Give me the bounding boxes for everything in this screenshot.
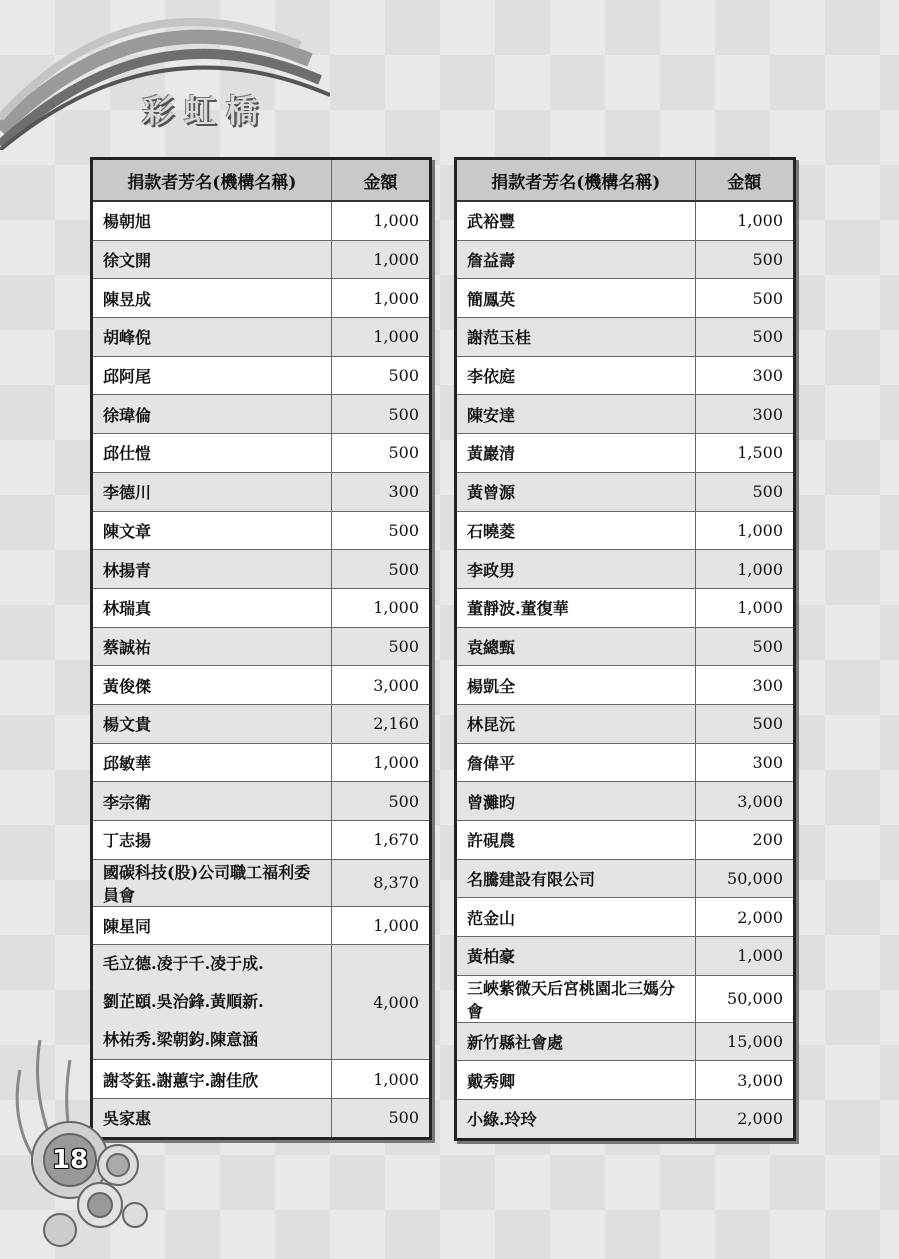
donor-name: 黃俊傑 bbox=[92, 666, 332, 705]
table-row bbox=[456, 627, 795, 666]
donation-amount: 1,000 bbox=[331, 201, 430, 240]
table-row bbox=[92, 666, 431, 705]
donation-amount: 500 bbox=[331, 627, 430, 666]
donor-name: 三峽紫微天后宮桃園北三媽分會 bbox=[456, 975, 696, 1022]
table-row bbox=[456, 975, 795, 1022]
table-row bbox=[456, 434, 795, 473]
table-row bbox=[456, 859, 795, 898]
donation-amount: 1,670 bbox=[331, 821, 430, 860]
donor-name: 楊朝旭 bbox=[92, 201, 332, 240]
table-row bbox=[456, 782, 795, 821]
donation-amount: 300 bbox=[695, 356, 795, 395]
table-row bbox=[456, 201, 795, 240]
donor-group-line: 林祐秀.梁朝鈞.陳意涵 bbox=[103, 1030, 259, 1050]
table-row bbox=[456, 318, 795, 357]
donation-amount: 1,000 bbox=[695, 937, 795, 976]
donation-amount: 500 bbox=[695, 240, 795, 279]
table-row bbox=[456, 472, 795, 511]
donation-amount: 1,000 bbox=[695, 550, 795, 589]
donation-amount: 300 bbox=[695, 743, 795, 782]
donor-name: 黃柏豪 bbox=[456, 937, 696, 976]
donor-name: 邱阿尾 bbox=[92, 356, 332, 395]
donor-name: 李政男 bbox=[456, 550, 696, 589]
table-row bbox=[92, 588, 431, 627]
donation-amount: 3,000 bbox=[695, 1061, 795, 1100]
table-row bbox=[92, 201, 431, 240]
donor-name: 國碳科技(股)公司職工福利委員會 bbox=[92, 859, 332, 906]
donor-name: 楊文貴 bbox=[92, 704, 332, 743]
amount-column-header: 金額 bbox=[331, 159, 430, 202]
donation-amount: 50,000 bbox=[695, 975, 795, 1022]
table-row bbox=[456, 743, 795, 782]
donation-amount: 500 bbox=[331, 550, 430, 589]
amount-column-header: 金額 bbox=[695, 159, 795, 202]
donation-amount: 1,000 bbox=[331, 279, 430, 318]
page-number: 18 bbox=[51, 1145, 89, 1175]
donor-table-right bbox=[454, 157, 796, 1141]
table-row bbox=[456, 240, 795, 279]
donor-name: 新竹縣社會處 bbox=[456, 1022, 696, 1061]
donation-amount: 8,370 bbox=[331, 859, 430, 906]
donor-name: 李德川 bbox=[92, 472, 332, 511]
donation-amount: 500 bbox=[331, 356, 430, 395]
donor-name: 董靜波.董復華 bbox=[456, 588, 696, 627]
donation-amount: 300 bbox=[695, 666, 795, 705]
donor-group-line: 毛立德.凌于千.凌于成. bbox=[103, 954, 264, 974]
donor-name: 李依庭 bbox=[456, 356, 696, 395]
donor-name: 林昆沅 bbox=[456, 704, 696, 743]
donor-name: 石曉菱 bbox=[456, 511, 696, 550]
table-row bbox=[92, 627, 431, 666]
donation-amount: 500 bbox=[695, 704, 795, 743]
donation-amount: 1,000 bbox=[331, 318, 430, 357]
donation-amount: 300 bbox=[331, 472, 430, 511]
donor-name: 李宗衛 bbox=[92, 782, 332, 821]
table-row bbox=[456, 1022, 795, 1061]
donation-amount: 15,000 bbox=[695, 1022, 795, 1061]
right-table-body bbox=[456, 201, 795, 1139]
name-column-header: 捐款者芳名(機構名稱) bbox=[92, 159, 332, 202]
table-row bbox=[92, 318, 431, 357]
donor-name: 吳家惠 bbox=[92, 1099, 332, 1139]
donation-amount: 2,000 bbox=[695, 1100, 795, 1140]
donor-name: 黃曾源 bbox=[456, 472, 696, 511]
donor-name: 陳安達 bbox=[456, 395, 696, 434]
table-row bbox=[92, 395, 431, 434]
table-row bbox=[92, 821, 431, 860]
table-row bbox=[92, 472, 431, 511]
donor-name: 小綠.玲玲 bbox=[456, 1100, 696, 1140]
table-row bbox=[92, 906, 431, 945]
table-row bbox=[456, 588, 795, 627]
donor-name: 詹偉平 bbox=[456, 743, 696, 782]
donation-amount: 500 bbox=[695, 627, 795, 666]
table-row bbox=[456, 1061, 795, 1100]
table-row bbox=[92, 511, 431, 550]
table-row bbox=[456, 279, 795, 318]
donation-amount: 1,000 bbox=[331, 906, 430, 945]
donor-name: 丁志揚 bbox=[92, 821, 332, 860]
donation-amount: 1,000 bbox=[331, 240, 430, 279]
table-row bbox=[92, 743, 431, 782]
donor-name: 邱仕愷 bbox=[92, 434, 332, 473]
name-column-header: 捐款者芳名(機構名稱) bbox=[456, 159, 696, 202]
donation-amount: 200 bbox=[695, 821, 795, 860]
donation-amount: 3,000 bbox=[331, 666, 430, 705]
donor-name: 謝苓鈺.謝蕙宇.謝佳欣 bbox=[92, 1060, 332, 1099]
donor-name: 陳星同 bbox=[92, 906, 332, 945]
donation-amount: 2,160 bbox=[331, 704, 430, 743]
table-row bbox=[456, 395, 795, 434]
donation-amount: 500 bbox=[331, 434, 430, 473]
table-row bbox=[456, 821, 795, 860]
donation-amount: 500 bbox=[331, 395, 430, 434]
donor-name: 袁總甄 bbox=[456, 627, 696, 666]
donation-amount: 1,000 bbox=[331, 588, 430, 627]
table-row bbox=[92, 704, 431, 743]
donor-name: 徐文開 bbox=[92, 240, 332, 279]
donor-name: 詹益壽 bbox=[456, 240, 696, 279]
table-row bbox=[456, 550, 795, 589]
donor-name: 林瑞真 bbox=[92, 588, 332, 627]
donation-amount: 2,000 bbox=[695, 898, 795, 937]
donation-amount: 50,000 bbox=[695, 859, 795, 898]
donation-amount: 1,000 bbox=[695, 588, 795, 627]
table-row bbox=[92, 859, 431, 906]
donor-name: 胡峰倪 bbox=[92, 318, 332, 357]
donation-amount: 1,000 bbox=[695, 201, 795, 240]
donor-name: 黃巖清 bbox=[456, 434, 696, 473]
table-row bbox=[456, 511, 795, 550]
donation-amount: 1,500 bbox=[695, 434, 795, 473]
table-row bbox=[92, 356, 431, 395]
table-header-row bbox=[456, 159, 795, 202]
donation-amount: 500 bbox=[695, 279, 795, 318]
donor-name: 范金山 bbox=[456, 898, 696, 937]
donor-name: 許硯農 bbox=[456, 821, 696, 860]
donation-amount: 500 bbox=[695, 318, 795, 357]
table-row bbox=[92, 279, 431, 318]
donation-amount: 1,000 bbox=[695, 511, 795, 550]
donation-amount: 3,000 bbox=[695, 782, 795, 821]
page-header-title: 彩虹橋 bbox=[142, 92, 269, 130]
table-row bbox=[456, 704, 795, 743]
donor-name: 簡鳳英 bbox=[456, 279, 696, 318]
donation-amount: 1,000 bbox=[331, 743, 430, 782]
table-row bbox=[456, 937, 795, 976]
donor-name: 戴秀卿 bbox=[456, 1061, 696, 1100]
donation-amount: 500 bbox=[331, 511, 430, 550]
donation-amount: 1,000 bbox=[331, 1060, 430, 1099]
donor-name: 徐瑋倫 bbox=[92, 395, 332, 434]
donation-amount: 500 bbox=[331, 782, 430, 821]
table-row bbox=[456, 356, 795, 395]
donor-table-left bbox=[90, 157, 432, 1140]
donor-name: 陳昱成 bbox=[92, 279, 332, 318]
table-row bbox=[456, 666, 795, 705]
table-header-row bbox=[92, 159, 431, 202]
table-row bbox=[92, 434, 431, 473]
donation-amount: 500 bbox=[695, 472, 795, 511]
donor-name: 武裕豐 bbox=[456, 201, 696, 240]
donor-name: 邱敏華 bbox=[92, 743, 332, 782]
donor-name: 陳文章 bbox=[92, 511, 332, 550]
table-row bbox=[92, 550, 431, 589]
donation-amount: 4,000 bbox=[331, 945, 430, 1060]
donor-group-line: 劉芷頤.吳治鋒.黃順新. bbox=[103, 992, 264, 1012]
donor-name: 名騰建設有限公司 bbox=[456, 859, 696, 898]
left-table-body bbox=[92, 201, 431, 1138]
table-row bbox=[92, 240, 431, 279]
donor-name: 曾灘昀 bbox=[456, 782, 696, 821]
table-row bbox=[456, 898, 795, 937]
donation-amount: 500 bbox=[331, 1099, 430, 1139]
donor-name: 林揚青 bbox=[92, 550, 332, 589]
donor-name: 謝范玉桂 bbox=[456, 318, 696, 357]
table-row bbox=[92, 782, 431, 821]
donor-name: 蔡誠祐 bbox=[92, 627, 332, 666]
donor-name: 楊凱全 bbox=[456, 666, 696, 705]
table-row bbox=[456, 1100, 795, 1140]
donation-amount: 300 bbox=[695, 395, 795, 434]
